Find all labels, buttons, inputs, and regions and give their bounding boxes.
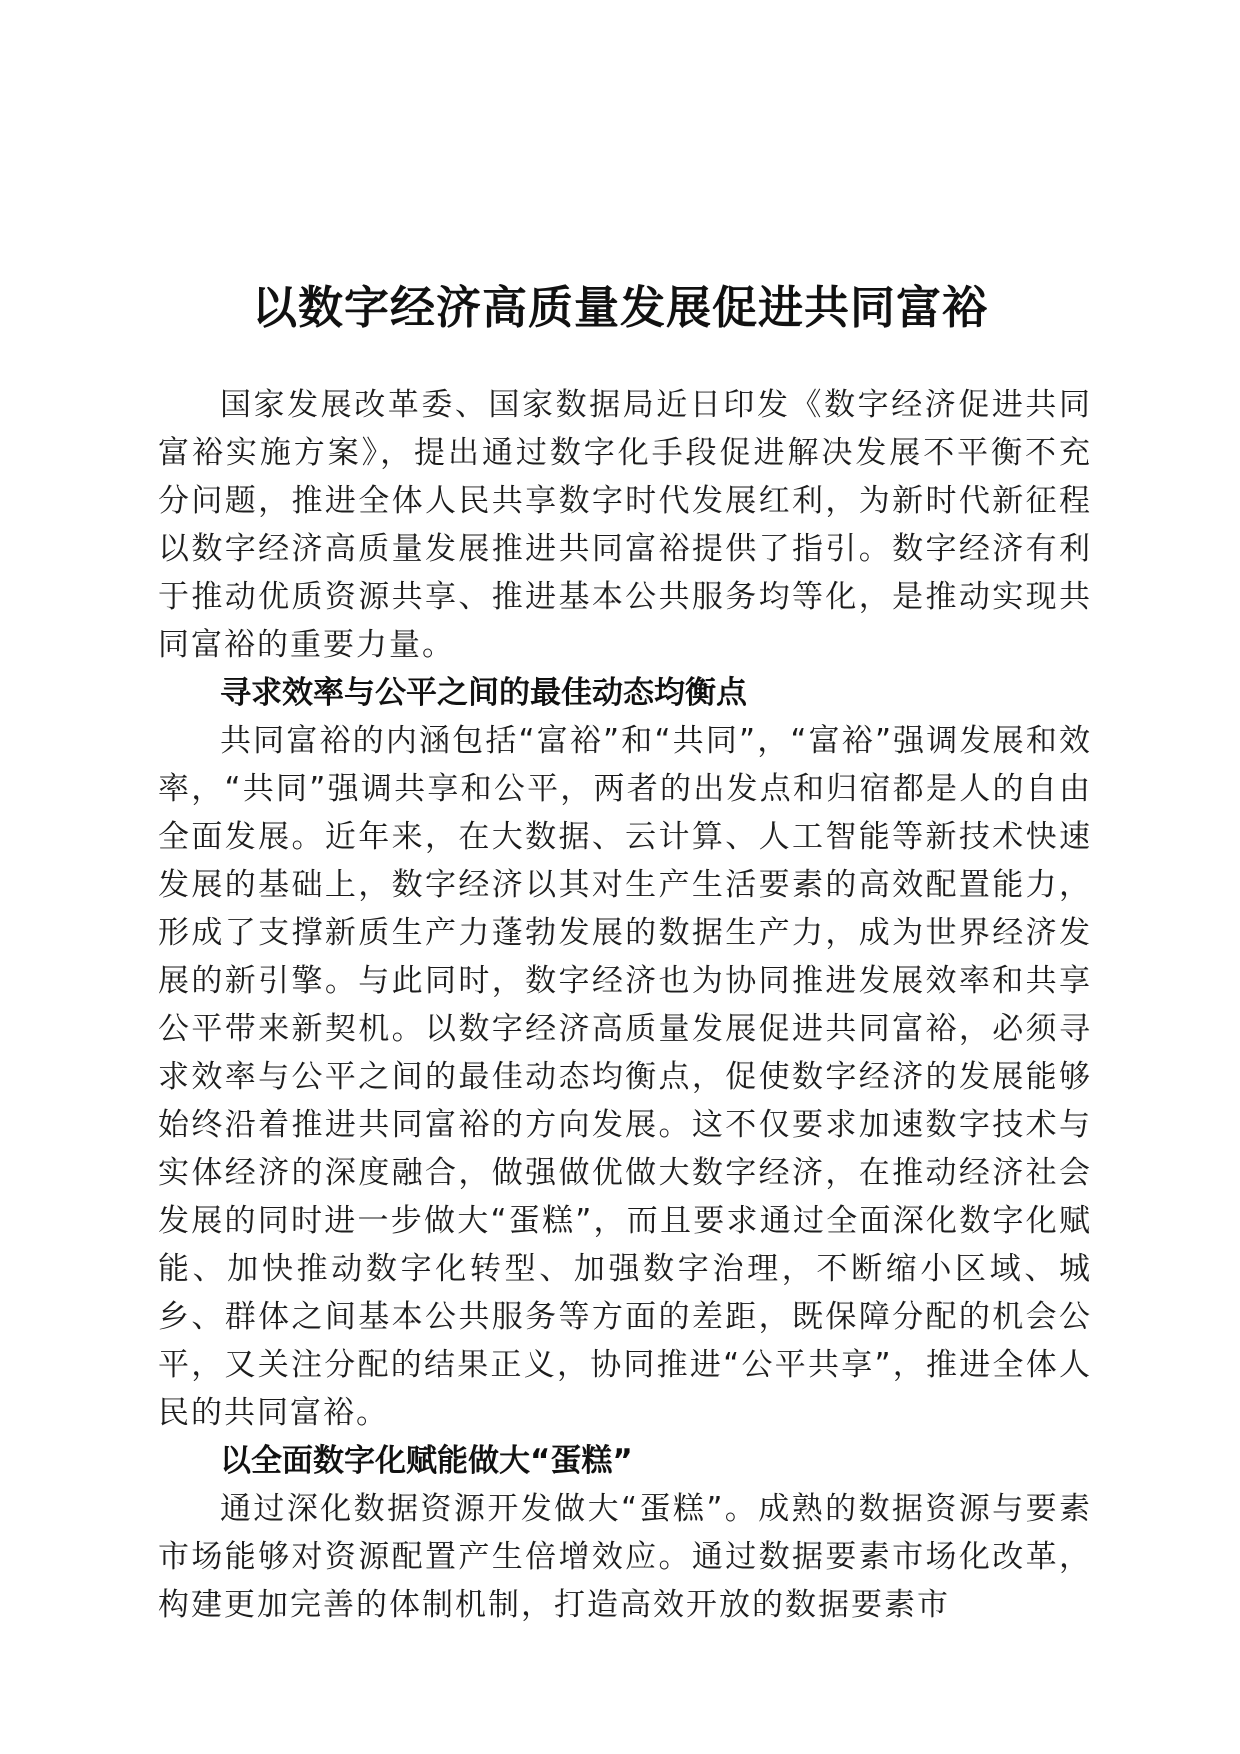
document-body — [158, 381, 1092, 1629]
intro-paragraph: 国家发展改革委、国家数据局近日印发《数字经济促进共同富裕实施方案》，提出通过数字化手段促进解决发展不平衡不充分问题，推进全体人民共享数字时代发展红利，为新时代新征程以数字经济高质量发展推进共同富裕提供了指引。数字经济有利于推动优质资源共享、推进基本公共服务均等化，是推动实现共同富裕的重要力量。 — [158, 387, 1092, 663]
section-1-paragraph: 共同富裕的内涵包括“富裕”和“共同”，“富裕”强调发展和效率，“共同”强调共享和公平，两者的出发点和归宿都是人的自由全面发展。近年来，在大数据、云计算、人工智能等新技术快速发展的基础上，数字经济以其对生产生活要素的高效配置能力，形成了支撑新质生产力蓬勃发展的数据生产力，成为世界经济发展的新引擎。与此同时，数字经济也为协同推进发展效率和共享公平带来新契机。以数字经济高质量发展促进共同富裕，必须寻求效率与公平之间的最佳动态均衡点，促使数字经济的发展能够始终沿着推进共同富裕的方向发展。这不仅要求加速数字技术与实体经济的深度融合，做强做优做大数字经济，在推动经济社会发展的同时进一步做大“蛋糕”，而且要求通过全面深化数字化赋能、加快推动数字化转型、加强数字治理，不断缩小区域、城乡、群体之间基本公共服务等方面的差距，既保障分配的机会公平，又关注分配的结果正义，协同推进“公平共享”，推进全体人民的共同富裕。 — [158, 723, 1092, 1431]
section-heading-2: 以全面数字化赋能做大“蛋糕” — [220, 1443, 633, 1479]
document-title: 以数字经济高质量发展促进共同富裕 — [251, 281, 988, 335]
section-heading-1: 寻求效率与公平之间的最佳动态均衡点 — [220, 675, 747, 711]
section-2-paragraph: 通过深化数据资源开发做大“蛋糕”。成熟的数据资源与要素市场能够对资源配置产生倍增效应。通过数据要素市场化改革，构建更加完善的体制机制，打造高效开放的数据要素市 — [158, 1491, 1092, 1623]
